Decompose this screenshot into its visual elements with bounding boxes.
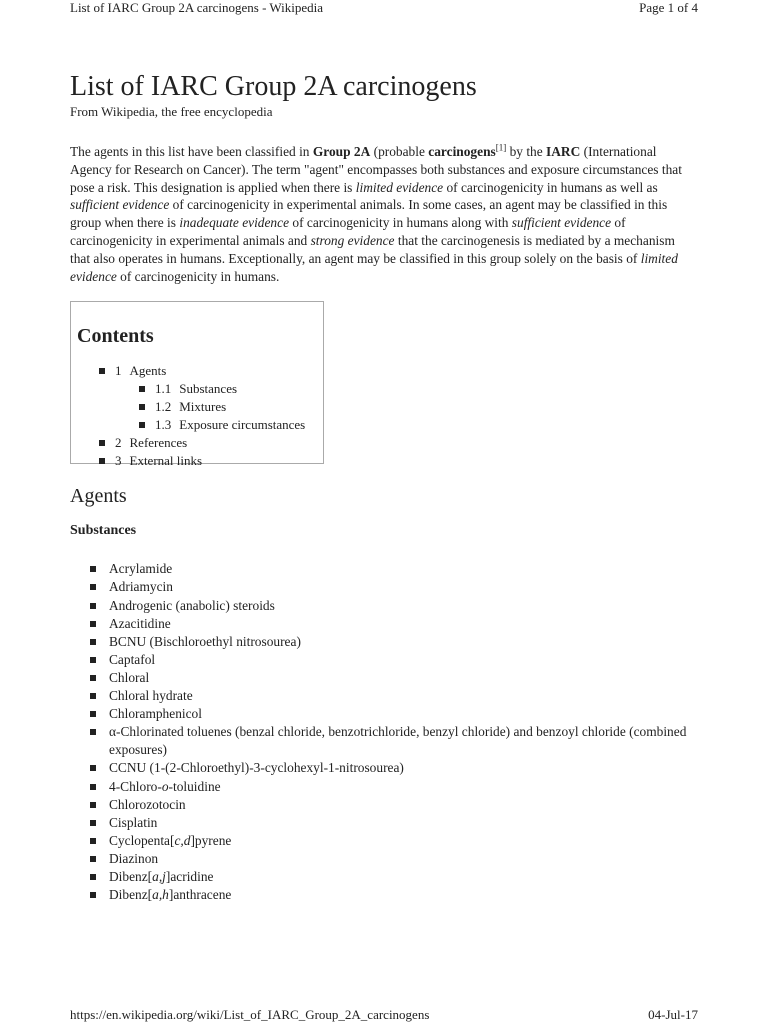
bullet-icon [99,368,105,374]
inadequate-evidence-text: inadequate evidence [179,215,290,231]
substance-name: BCNU (Bischloroethyl nitrosourea) [109,633,301,649]
toc-item-references[interactable] [77,434,317,452]
substance-name: Androgenic (anabolic) steroids [109,597,275,613]
bullet-icon [90,765,96,771]
intro-paragraph [70,143,698,285]
toc-item-mixtures[interactable] [77,398,317,416]
toc-item-agents[interactable] [77,362,317,380]
substance-name: 4-Chloro- [109,778,162,794]
toc-label: References [129,435,188,451]
table-of-contents [70,301,324,469]
toc-number: 2 [115,435,122,451]
group-2a-link[interactable]: Group 2A [312,144,371,159]
substance-name: Dibenz[ [109,887,153,903]
iarc-link[interactable]: IARC [546,144,581,159]
substance-name: Adriamycin [109,579,173,595]
bullet-icon [90,802,96,808]
toc-number: 3 [115,453,122,469]
substance-name-italic: o [161,778,169,794]
intro-text: of carcinogenicity in humans along with [289,215,512,231]
toc-heading: Contents [77,325,154,348]
list-item[interactable] [70,832,698,850]
reference-1-link[interactable]: [1] [495,142,507,153]
toc-label: Substances [179,381,238,397]
substance-name-italic: c,d [174,832,191,848]
running-footer [70,1007,698,1027]
section-heading-agents: Agents [70,485,127,508]
toc-number: 1 [115,363,122,379]
bullet-icon [90,584,96,590]
substance-name: ]anthracene [168,887,232,903]
substance-name: ]pyrene [190,832,232,848]
bullet-icon [90,784,96,790]
bullet-icon [90,729,96,735]
list-item[interactable] [70,814,698,832]
intro-text: of carcinogenicity in humans. [116,268,280,284]
list-item[interactable] [70,651,698,669]
intro-text: (International Agency for Research on Cancer). The term "agent" encompasses both substances and exposure circumstances that pose a risk. This designation is applied when there is [70,144,682,195]
substance-name: Cisplatin [109,814,158,830]
running-header [70,0,698,20]
substance-name-italic: a,h [152,887,169,903]
bullet-icon [139,404,145,410]
toc-label: Exposure circumstances [179,417,306,433]
limited-evidence-text: limited evidence [355,179,444,195]
sufficient-evidence-text: sufficient evidence [70,197,170,213]
bullet-icon [99,458,105,464]
substance-name: Azacitidine [109,615,171,631]
bullet-icon [90,874,96,880]
list-item[interactable] [70,886,698,904]
list-item[interactable] [70,796,698,814]
intro-text: of carcinogenicity in experimental animals and [70,215,626,248]
page-url: https://en.wikipedia.org/wiki/List_of_IARC_Group_2A_carcinogens [70,1007,430,1022]
print-date: 04-Jul-17 [648,1007,698,1022]
site-subtitle: From Wikipedia, the free encyclopedia [70,104,273,119]
toc-label: External links [129,453,203,469]
substance-name: Chloral hydrate [109,688,193,704]
list-item[interactable] [70,597,698,615]
bullet-icon [90,693,96,699]
article-content [70,70,698,904]
intro-text: that the carcinogenesis is mediated by a mechanism that also operates in humans. Exceptionally, an agent may be classified in this group solely on the basis of [70,232,675,266]
list-item[interactable] [70,723,698,759]
list-item[interactable] [70,850,698,868]
substance-name: ]acridine [165,868,214,884]
list-item[interactable] [70,578,698,596]
bullet-icon [90,820,96,826]
substance-name: Captafol [109,651,156,667]
list-item[interactable] [70,633,698,651]
page-number: Page 1 of 4 [639,0,698,15]
list-item[interactable] [70,560,698,578]
toc-list [77,362,317,470]
bullet-icon [90,639,96,645]
substance-name: Chloral [109,669,150,685]
toc-number: 1.3 [155,417,172,433]
bullet-icon [139,422,145,428]
substance-name: Chlorozotocin [109,796,186,812]
toc-label: Agents [129,363,167,379]
toc-item-external-links[interactable] [77,452,317,470]
page-title: List of IARC Group 2A carcinogens [70,71,477,102]
substances-list [70,560,698,904]
intro-text: The agents in this list have been classified in [70,144,313,159]
intro-text: of carcinogenicity in experimental animals. In some cases, an agent may be classified in this group when there is [70,197,668,231]
toc-number: 1.2 [155,399,172,415]
print-page-title: List of IARC Group 2A carcinogens - Wikipedia [70,0,324,15]
list-item[interactable] [70,705,698,723]
bullet-icon [99,440,105,446]
substance-name: α-Chlorinated toluenes (benzal chloride, benzotrichloride, benzyl chloride) and benzoyl chloride (combined exposures) [109,724,687,758]
list-item[interactable] [70,615,698,633]
toc-label: Mixtures [179,399,227,415]
bullet-icon [90,621,96,627]
sufficient-evidence-text: sufficient evidence [511,215,612,231]
carcinogens-link[interactable]: carcinogens [428,144,496,159]
bullet-icon [90,657,96,663]
substance-name: Chloramphenicol [109,706,202,722]
intro-text: of carcinogenicity in humans as well as [443,179,658,195]
bullet-icon [90,856,96,862]
bullet-icon [90,566,96,572]
substance-name: -toluidine [168,778,221,794]
substance-name: Diazinon [109,850,159,866]
bullet-icon [90,892,96,898]
list-item[interactable] [70,687,698,705]
toc-item-substances[interactable] [77,380,317,398]
list-item[interactable] [70,669,698,687]
bullet-icon [90,838,96,844]
list-item[interactable] [70,759,698,777]
strong-evidence-text: strong evidence [310,232,395,248]
toc-number: 1.1 [155,381,172,397]
substance-name: Cyclopenta[ [109,832,175,848]
bullet-icon [139,386,145,392]
intro-text: by the [506,144,547,159]
substance-name-italic: a,j [152,868,166,884]
bullet-icon [90,603,96,609]
bullet-icon [90,711,96,717]
list-item[interactable] [70,868,698,886]
toc-item-exposure-circumstances[interactable] [77,416,317,434]
limited-evidence-text: limited evidence [70,250,678,284]
subsection-heading-substances: Substances [70,523,137,539]
list-item[interactable] [70,778,698,796]
substance-name: Dibenz[ [109,868,153,884]
substance-name: Acrylamide [109,561,173,577]
substance-name: CCNU (1-(2-Chloroethyl)-3-cyclohexyl-1-nitrosourea) [109,760,404,776]
bullet-icon [90,675,96,681]
intro-text: (probable [370,144,429,159]
